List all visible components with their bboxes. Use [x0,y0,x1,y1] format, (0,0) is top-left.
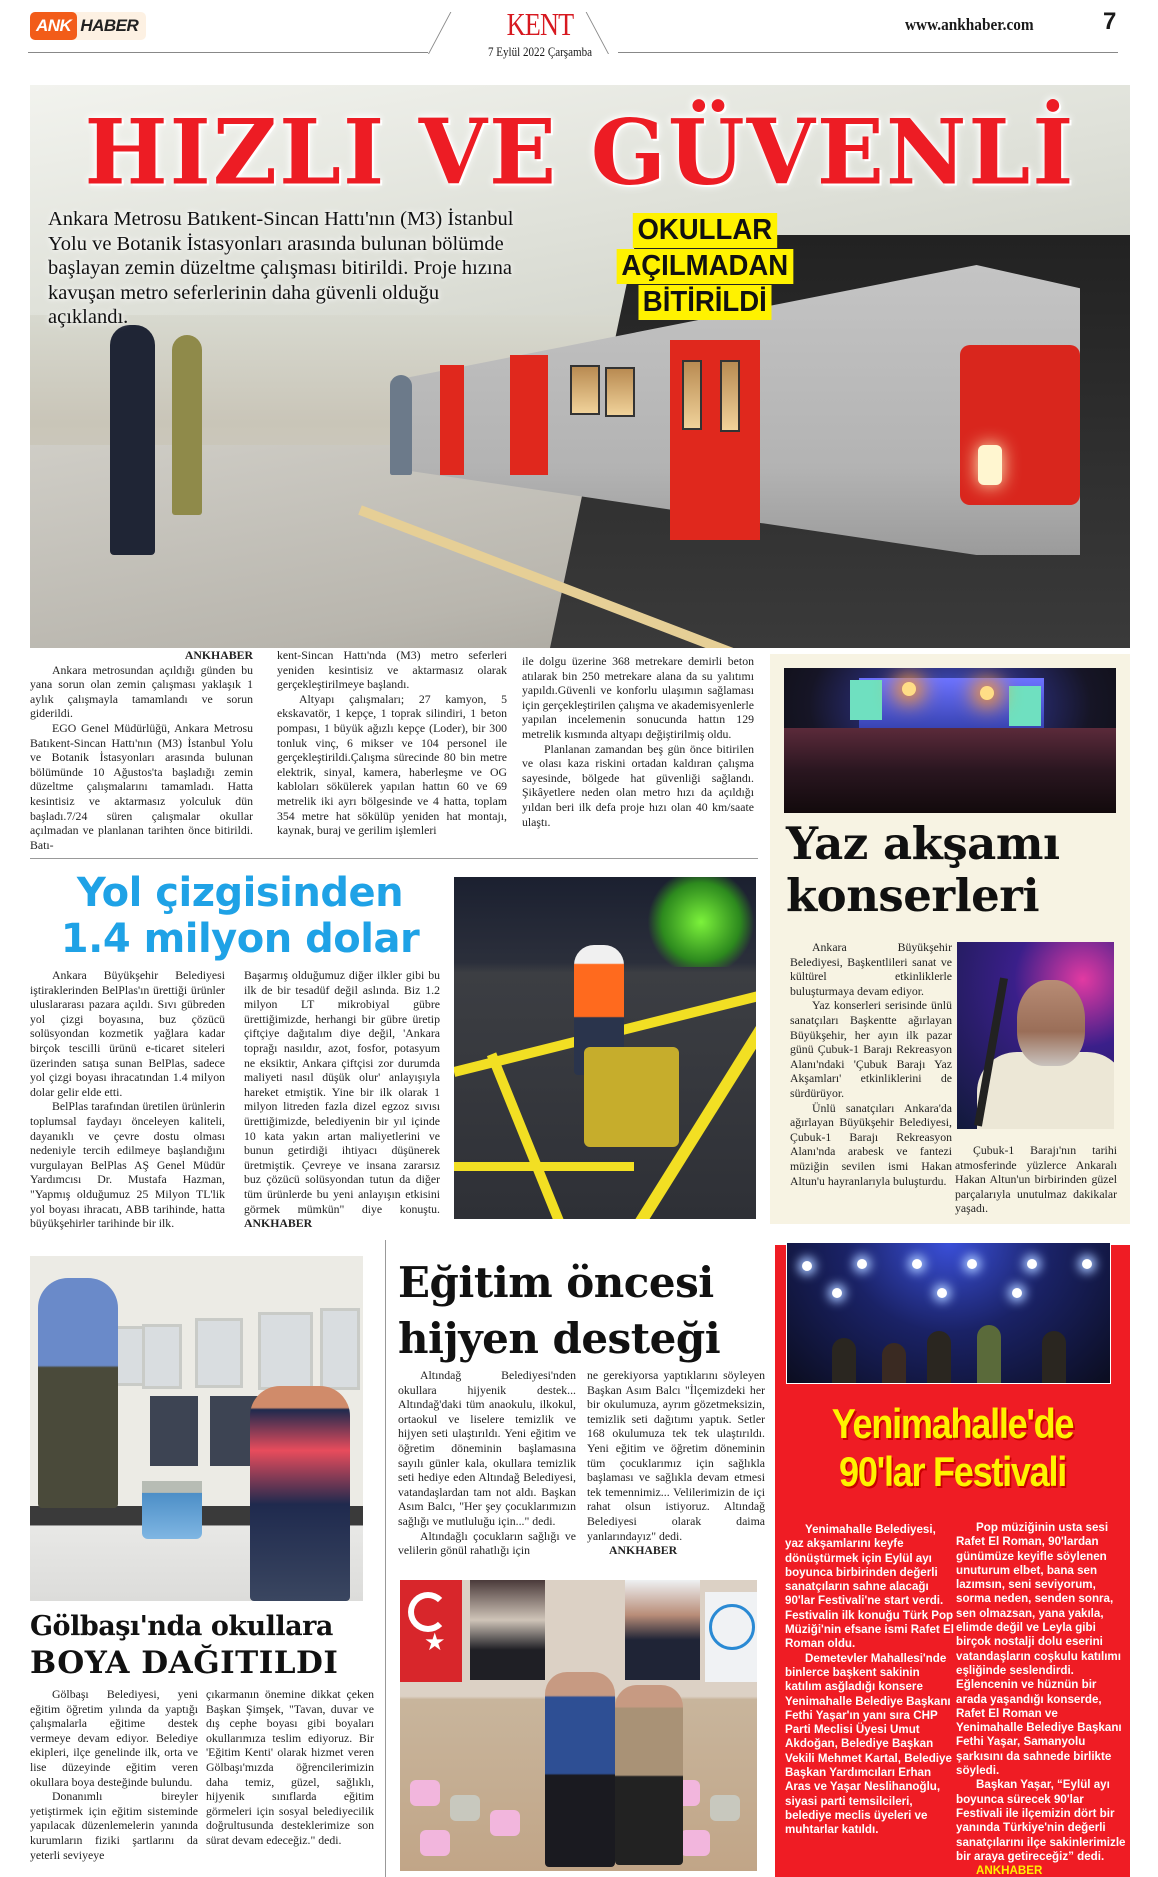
photo-line-painting-machine [584,1047,679,1147]
paragraph: Ankara metrosundan açıldığı günden bu yana sorun olan zemin çalışması yaklaşık 1 aylık çalışmayla tamamlandı ve sorun giderildi. [30,662,253,721]
photo-turkish-flag [400,1580,462,1682]
lead-column-2 [277,648,507,838]
lead-kicker [617,213,793,321]
concert-crowd-photo [784,668,1116,813]
photo-hygiene-kit [490,1810,520,1836]
golbasi-column-2 [206,1687,374,1848]
paragraph: Planlanan zamandan beş gün önce bitirilen ve olası kaza riskini ortadan kaldıran çalışma sayesinde, bölgede hat güvenliği sağlandı. Şikâyetlere neden olan metro hızı da açıldığı yıldan beri ilk defa proje hızı olan 40 km/saate ulaştı. [522,741,754,829]
photo-musician [882,1343,906,1384]
lead-column-3 [522,654,754,829]
photo-worker [250,1386,350,1601]
photo-hygiene-kit [680,1830,710,1856]
photo-passenger [172,335,202,515]
photo-hygiene-kit [410,1780,440,1806]
header-slant-left [428,12,451,54]
star-icon: ★ [424,1628,446,1656]
egitim-headline [398,1255,766,1367]
photo-screen [850,680,882,720]
byline: ANKHABER [976,1864,1043,1877]
photo-train-door [440,365,464,475]
photo-train-window [570,365,600,415]
lead-column-1 [30,648,253,852]
photo-window [258,1312,313,1390]
yaz-aksami-column [790,940,952,1188]
paragraph: Yenimahalle Belediyesi, yaz akşamlarını keyfe dönüştürmek için Eylül ayı boyunca birbirinden değerli sanatçıların sahne alacağı 90'lar Festivali'ne start verdi. Festivalin ilk konuğu Türk Pop Müziği'nin efsane ismi Rafet El Roman oldu. [785,1523,954,1651]
photo-hygiene-kit [710,1795,740,1821]
paragraph: Yaz konserleri serisinde ünlü sanatçıları Başkentte ağırlayan Büyükşehir, her ayın ilk pazar günü Çubuk-1 Barajı Rekreasyon Alanı'ndaki 'Çubuk Barajı Yaz Akşamları' etkinliklerini de sürdürüyor. [790,998,952,1100]
photo-hygiene-kit [450,1795,480,1821]
photo-window [142,1324,182,1389]
photo-train-headlight [978,445,1002,485]
paragraph [244,968,440,1231]
photo-lit-trees [646,877,756,967]
paragraph: EGO Genel Müdürlüğü, Ankara Metrosu Batıkent-Sincan Hattı'nın (M3) İstanbul Yolu ve Botanik İstasyonları arasında bulunan bölümünde 10 Ağustos'ta başladığı zemin düzeltme çalışmalarını tamamladı. Hatta kesintisiz ve aktarmasız yolculuk dün başladı.7/24 süren çalışmalar okullar açılmadan ve planlanan tarihten önce bitirildi. Batı- [30,720,253,852]
photo-official [545,1672,615,1867]
lead-headline: HIZLI VE GÜVENLİ [84,98,1076,206]
photo-official [615,1685,683,1865]
photo-musician [927,1331,951,1384]
headline-line: Yenimahalle'de [831,1400,1074,1447]
photo-stage-light [902,682,916,696]
paragraph: Ankara Büyükşehir Belediyesi iştiraklerinden BelPlas'ın ürettiği ürünler uluslararası pazara açıldı. Sıvı gübreden yol çizgi boyasına, buz çözücü solüsyondan kozmetik yağlara kadar birçok tescilli ürünü e-ticaret siteleri üzerinden satışa sunan BelPlas, sadece yol çizgi boyası ihracatından 1.4 milyon dolar gelir elde etti. [30,968,225,1099]
photo-hygiene-kit [420,1830,450,1856]
yaz-aksami-headline: Yaz akşamı konserleri [786,817,1060,922]
photo-stage-light [937,1288,947,1298]
headline-line: Eğitim öncesi [398,1258,714,1307]
photo-passenger [390,375,412,475]
singer-photo [957,942,1114,1129]
kicker-line: OKULLAR [633,213,777,248]
paragraph: Gölbaşı Belediyesi, yeni eğitim öğretim yılında da yaptığı çalışmalarla eğitime destek vermeye devam ediyor. Belediye ekipleri, ilçe genelinde ilk, orta ve lise düzeyinde eğitim veren okullara boya desteğinde bulundu. [30,1687,198,1789]
photo-stage-light [912,1259,922,1269]
photo-window [320,1308,360,1390]
section-name: KENT [506,6,574,42]
photo-stage-light [802,1261,812,1271]
headline-line: 1.4 milyon dolar [60,916,420,962]
photo-screen [1009,686,1041,726]
photo-musician [1042,1331,1066,1384]
headline-line: 90'lar Festivali [839,1448,1066,1495]
byline: ANKHABER [609,1543,678,1558]
paragraph: Ünlü sanatçıları Ankara'da ağırlayan Büyükşehir Belediyesi, Çubuk-1 Barajı Rekreasyon Alanı'nda arabesk ve fantezi müziğin sevilen ismi Hakan Altun'u hayranlarıyla buluşturdu. [790,1100,952,1188]
photo-train-window [682,360,702,430]
photo-stage-light [980,686,994,700]
photo-worker [38,1278,118,1508]
egitim-column-2 [587,1368,765,1558]
headline-line: hijyen desteği [398,1314,721,1363]
headline-line: BOYA DAĞITILDI [30,1645,339,1681]
egitim-column-1 [398,1368,576,1558]
issue-date: 7 Eylül 2022 Çarşamba [487,44,593,59]
crescent-icon [408,1592,448,1632]
paragraph: ne gerekiyorsa yaptıklarını söyleyen Başkan Asım Balcı "İlçemizdeki her bir okulumuza, ayrım gözetmeksizin, temizlik seti dağıtımı yaptık. Setler 168 okulumuza tek tek ulaştırıldı. Yeni eğitim ve öğretim döneminin tüm çocuklarımız için sağlıkla başlaması ve sağlıkla devam etmesi tek temennimiz... Velilerimizin de içi rahat olsun istiyoruz. Altındağ Belediyesi olarak daima yanlarındayız" dedi. [587,1368,765,1543]
photo-train-window [720,360,740,432]
kicker-line: BİTİRİLDİ [638,285,771,320]
logo-ank: ANK [30,12,77,40]
section-divider [30,858,758,859]
festival-headline [804,1400,1101,1496]
photo-musician [832,1338,856,1384]
paragraph: BelPlas tarafından üretilen ürünlerin toplumsal faydayı önceleyen kaliteli, dayanıklı ve çevre dostu olması nedeniyle tercih edilmeye başlandığını vurgulayan BelPlas AŞ Genel Müdür Yardımcısı Dr. Mustafa Hazman, "Yapmış olduğumuz 25 Milyon TL'lik yol boyası ihracatı, ABB tarihinde, hatta büyükşehirler tarihinde bir ilk. [30,1099,225,1231]
paragraph: kent-Sincan Hattı'nda (M3) metro seferleri yeniden kesintisiz ve aktarmasız olarak gerçekleştirilmeye başlandı. [277,648,507,692]
photo-portrait [625,1580,700,1680]
photo-singer-head [1017,980,1085,1066]
headline-line: Gölbaşı'nda okullara [30,1611,333,1642]
golbasi-headline [30,1610,375,1682]
photo-stage-light [1012,1288,1022,1298]
photo-stage-light [1027,1259,1037,1269]
paint-delivery-photo [30,1256,363,1601]
header-rule-right [618,52,1118,53]
photo-crowd [784,728,1116,813]
photo-yellow-line [487,1052,571,1219]
paragraph: Ankara Büyükşehir Belediyesi, Başkentlileri sanat ve kültürel etkinliklerle buluşturmaya devam ediyor. [790,940,952,998]
paragraph: ile dolgu üzerine 368 metrekare demirli beton atılarak bin 250 metrekare alana da su yalıtımı yapıldı.Güvenli ve konforlu ulaşımın sağlaması için gerçekleştirilen çalışma ve akademisyenlerle yapılan incelemenin sonucunda hattın 129 metrelik kısmında altyapı değiştirilmiş oldu. [522,654,754,741]
paragraph: Demetevler Mahallesi'nde binlerce başkent sakinin katılım asğladığı konsere Yenimahalle Belediye Başkanı Fethi Yaşar'ın yanı sıra CHP Parti Meclisi Üyesi Umut Akdoğan, Belediye Başkan Vekili Mehmet Kartal, Belediye Başkan Yardımcıları Erhan Aras ve Yaşar Neslihanoğlu, siyasi parti temsilcileri, belediye meclis üyeleri ve muhtarlar katıldı. [785,1651,952,1837]
photo-stage-light [857,1259,867,1269]
website-link[interactable]: www.ankhaber.com [905,15,1034,34]
yol-cizgisi-column-1 [30,968,225,1231]
paragraph-text: Başarmış olduğumuz diğer ilkler gibi bu ilk de bir tesadüf değil aslında. Biz 1.2 milyon LT mikrobiyal gübre ürettiğimizde, herhangi bir gübre üretip çiftçiye dağıtalım diye değil, 'Ankara toprağı nasıldır, azot, fosfor, potasyum ne eksiktir, Ankara çiftçisi zor durumda maliyeti nasıl düşük olur' anlayışıyla hareket etmiştik. Yine bir ilk olarak 1 milyon litreden fazla dizel egzoz sıvısı ürettiğimizde, belediyenin bir yıl içinde 10 kata yakın artan maliyetlerini ve bunun getirdiği ihtiyacı düşünerek üretmiştik. Çevreye ve insana zararsız buz çözücü solüsyondan tutun da diğer tüm ürünlerde bu yeni anlayışın etkisini görmek mümkün" diye konuştu. [244,968,440,1216]
photo-musician [977,1325,1001,1384]
paragraph: Pop müziğinin usta sesi Rafet El Roman, 90'lardan günümüze keyifle söylenen unuturum elbet, bana sen lazımsın, seni seviyorum, sorma neden, senden sonra, sen olmazsan, yana yakıla, elimde değil ve Leyla gibi birçok nostalji dolu eserini vatandaşların coşkulu katılımı eşliğinde seslendirdi. Eğlencenin ve hüznün bir arada yaşandığı konserde, Rafet El Roman ve Yenimahalle Belediye Başkanı Fethi Yaşar, Samanyolu şarkısını da sahnede birlikte söyledi. [956,1521,1122,1778]
yol-cizgisi-headline [30,870,450,962]
paragraph: Altyapı çalışmaları; 27 kamyon, 5 ekskavatör, 1 kepçe, 1 toprak silindiri, 1 beton pompası, 1 büyük ağızlı kepçe (Loder), bir 300 tonluk vinç, 6 mikser ve 104 personel ile gerçekleştirildi.Çalışma sürecinde 80 bin metre elektrik, sinyal, kamera, haberleşme ve OG kabloları sökülerek yapılan hattın 60 ve 69 metrelik iki ayrı bölgesinde ve 4 hatta, toplam 354 metre hat sökülüp yeniden hat montajı, kaynak, buraj ve gerilim işlemleri [277,691,507,838]
page-number: 7 [1103,8,1117,35]
photo-stage-light [1082,1259,1092,1269]
photo-train-door [510,355,548,475]
festival-column-2 [956,1521,1126,1877]
byline: ANKHABER [244,1216,313,1231]
photo-window [195,1318,243,1388]
paragraph: çıkarmanın önemine dikkat çeken Başkan Şimşek, "Tavan, duvar ve dış cephe boyası gibi boyaları okullarımıza teslim ediyoruz. Bir 'Eğitim Kenti' olarak hizmet veren Gölbaşı'mızda öğrencilerimizin daha temiz, güzel, sağlıklı, hijyenik sınıflarda eğitim görmeleri için sosyal belediyecilik doğrultusunda desteklerimize son sürat devam edeceğiz." dedi. [206,1687,374,1847]
ankhaber-logo[interactable] [30,12,146,40]
photo-paint-bucket [142,1481,202,1539]
paragraph: Altındağ Belediyesi'nden okullara hijyenik destek... Altındağ'daki tüm anaokulu, ilkokul, ortaokul ve liselere temizlik ve hijyen seti ulaştırıldı. Yeni eğitim ve öğretim döneminin başlamasına sayılı günler kala, okullara temizlik seti hediye eden Altındağ Belediyesi, vatandaşlardan tam not aldı. Başkan Asım Balcı, "Her şey çocuklarımızın sağlığı ve mutluluğu için..." dedi. [398,1368,576,1528]
hygiene-kits-photo [400,1580,757,1871]
photo-paint-box [150,1396,198,1466]
column-divider [385,1240,386,1877]
photo-stage-light [832,1288,842,1298]
yol-cizgisi-column-2 [244,968,440,1231]
photo-portrait [470,1580,545,1680]
photo-yellow-line [454,1162,634,1171]
photo-stage-light [967,1259,977,1269]
band-on-stage-photo [786,1242,1111,1384]
header-rule-left [28,52,428,53]
paragraph: Donanımlı bireyler yetiştirmek için eğitim sisteminde yapılacak düzenlemelerin yanında kurumların fiziki şartlarını da yeterli seviyeye [30,1789,198,1862]
byline: ANKHABER [184,648,253,662]
festival-column-1 [785,1523,955,1838]
photo-train-window [605,367,635,417]
road-marking-photo [454,877,756,1219]
photo-caption: Çubuk-1 Barajı'nın tarihi atmosferinde yüzlerce Ankaralı Hakan Altun'un birbirinden güzel parçalarıyla unutulmaz dakikalar yaşadı. [955,1143,1117,1216]
photo-passenger [110,325,155,555]
paragraph: Altındağlı çocukların sağlığı ve velilerin gönül rahatlığı için [398,1528,576,1558]
photo-municipality-logo [705,1592,757,1682]
golbasi-column-1 [30,1687,198,1862]
kicker-line: AÇILMADAN [617,249,793,284]
paragraph: Başkan Yaşar, “Eylül ayı boyunca sürecek 90'lar Festivali ile ilçemizin dört bir yanında Türkiye'nin değerli sanatçılarını ilçe sakinlerimizle bir araya getireceğiz” dedi. [956,1778,1126,1863]
lead-deck: Ankara Metrosu Batıkent-Sincan Hattı'nın (M3) İstanbul Yolu ve Botanik İstasyonları arasında bulunan bölümde başlayan zemin düzeltme çalışması bitirildi. Proje hızına kavuşan metro seferlerinin daha güvenli olduğu açıklandı. [48,208,514,328]
logo-haber: HABER [80,16,139,35]
headline-line: Yol çizgisinden [76,870,404,916]
